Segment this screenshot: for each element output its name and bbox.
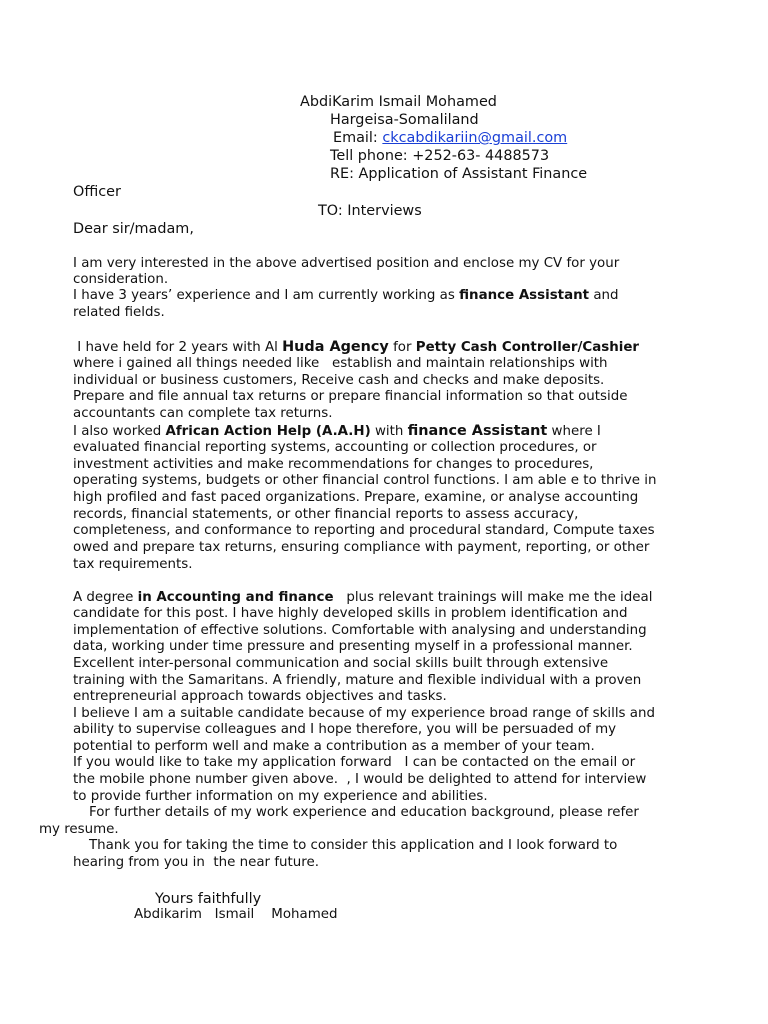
body-line: implementation of effective solutions. Comfortable with analysing and understanding xyxy=(73,623,647,638)
body-line: tax requirements. xyxy=(73,557,193,572)
bold-run: finance Assistant xyxy=(459,288,590,303)
body-line: my resume. xyxy=(39,822,119,837)
email-label: Email: xyxy=(333,130,383,146)
body-line: Prepare and file annual tax returns or prepare financial information so that outside xyxy=(73,389,628,404)
body-line: completeness, and conformance to reporting and procedural standard, Compute taxes xyxy=(73,523,655,538)
text-run: with xyxy=(370,424,408,439)
bold-run: African Action Help (A.A.H) xyxy=(165,424,371,439)
bold-run: finance Assistant xyxy=(407,423,548,439)
bold-run: in Accounting and finance xyxy=(137,590,334,605)
body-line: the mobile phone number given above. , I would be delighted to attend for interview xyxy=(73,772,647,787)
body-line: operating systems, budgets or other financial control functions. I am able e to thrive in xyxy=(73,473,657,488)
sender-phone: Tell phone: +252-63- 4488573 xyxy=(330,148,550,164)
body-line: data, working under time pressure and presenting myself in a professional manner. xyxy=(73,639,633,654)
body-line: I am very interested in the above advertised position and enclose my CV for your xyxy=(73,256,620,271)
body-line xyxy=(73,423,601,441)
text-run: A degree xyxy=(73,590,138,605)
body-line: If you would like to take my application forward I can be contacted on the email or xyxy=(73,755,636,770)
body-line: owed and prepare tax returns, ensuring compliance with payment, reporting, or other xyxy=(73,540,650,555)
bold-run: Huda Agency xyxy=(282,339,389,355)
body-line: investment activities and make recommendations for changes to procedures, xyxy=(73,457,594,472)
body-line: Thank you for taking the time to consider this application and I look forward to xyxy=(89,838,618,853)
body-line: candidate for this post. I have highly developed skills in problem identification and xyxy=(73,606,628,621)
sender-location: Hargeisa-Somaliland xyxy=(330,112,479,128)
body-line: records, financial statements, or other financial reports to assess accuracy, xyxy=(73,507,579,522)
body-line: For further details of my work experience and education background, please refer xyxy=(89,805,639,820)
body-line: related fields. xyxy=(73,305,165,320)
text-run: I have 3 years’ experience and I am currently working as xyxy=(73,288,460,303)
text-run: plus relevant trainings will make me the ideal xyxy=(333,590,653,605)
text-run: I also worked xyxy=(73,424,166,439)
salutation: Dear sir/madam, xyxy=(73,221,194,237)
sender-name: AbdiKarim Ismail Mohamed xyxy=(300,94,497,110)
body-line: evaluated financial reporting systems, accounting or collection procedures, or xyxy=(73,440,597,455)
body-line: I believe I am a suitable candidate because of my experience broad range of skills and xyxy=(73,706,655,721)
body-line xyxy=(73,339,639,357)
re-line-continued: Officer xyxy=(73,184,121,200)
body-line: entrepreneurial approach towards objectives and tasks. xyxy=(73,689,447,704)
body-line: consideration. xyxy=(73,272,169,287)
text-run: for xyxy=(388,340,416,355)
body-line xyxy=(73,590,652,607)
text-run: where I xyxy=(547,424,601,439)
body-line: high profiled and fast paced organizations. Prepare, examine, or analyse accounting xyxy=(73,490,639,505)
body-line: accountants can complete tax returns. xyxy=(73,406,333,421)
body-line: training with the Samaritans. A friendly, mature and flexible individual with a proven xyxy=(73,673,642,688)
body-line: ability to supervise colleagues and I hope therefore, you will be persuaded of my xyxy=(73,722,617,737)
body-line: potential to perform well and make a contribution as a member of your team. xyxy=(73,739,595,754)
text-run: I have held for 2 years with Al xyxy=(73,340,283,355)
body-line: individual or business customers, Receive cash and checks and make deposits. xyxy=(73,373,605,388)
bold-run: Petty Cash Controller/Cashier xyxy=(415,340,640,355)
body-line: hearing from you in the near future. xyxy=(73,855,319,870)
sender-email-line xyxy=(333,129,567,147)
body-line xyxy=(73,288,619,305)
body-line: Excellent inter-personal communication and social skills built through extensive xyxy=(73,656,609,671)
re-line: RE: Application of Assistant Finance xyxy=(330,166,588,182)
sign-off: Yours faithfully xyxy=(155,891,262,907)
body-line: to provide further information on my experience and abilities. xyxy=(73,789,488,804)
email-link[interactable]: ckcabdikariin@gmail.com xyxy=(382,130,568,146)
body-line: where i gained all things needed like establish and maintain relationships with xyxy=(73,356,608,371)
signature-name: Abdikarim Ismail Mohamed xyxy=(134,907,338,922)
to-line: TO: Interviews xyxy=(318,203,422,219)
text-run: and xyxy=(589,288,619,303)
